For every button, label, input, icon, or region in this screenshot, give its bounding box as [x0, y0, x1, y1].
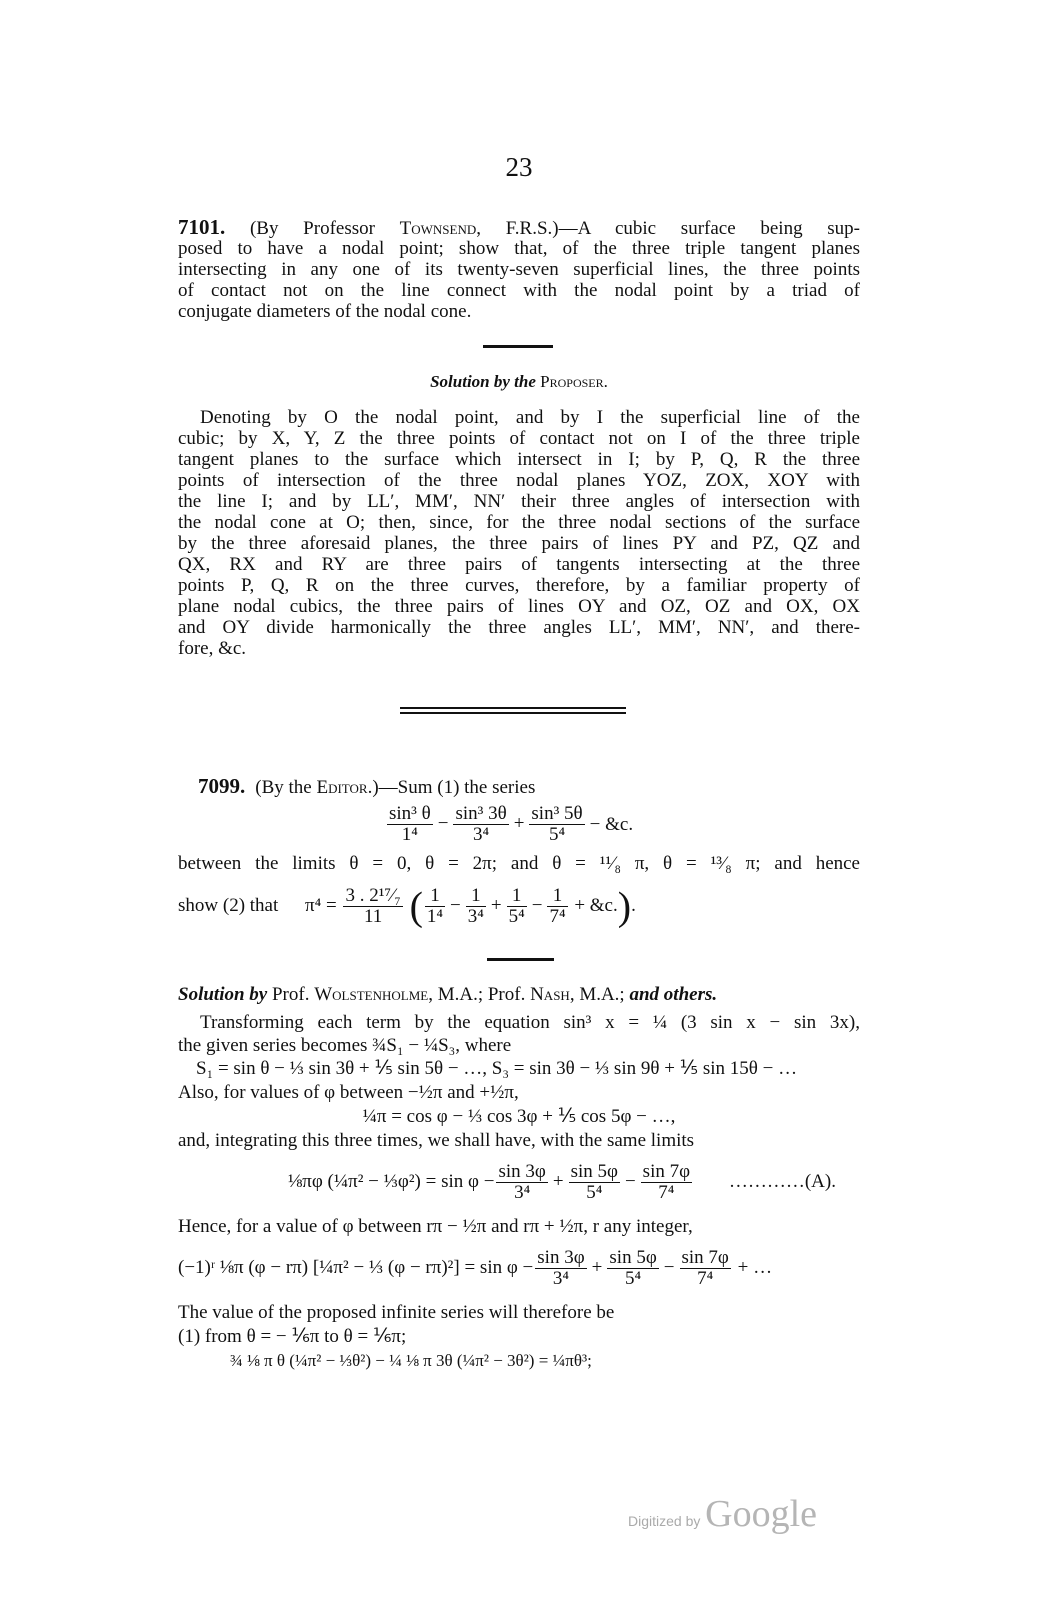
text: , M.A.; Prof. [428, 984, 531, 1005]
operator: + [513, 813, 525, 834]
text-line: points P, Q, R on the three curves, therefore, by a familiar property of [178, 575, 860, 596]
denominator: 3⁴ [467, 906, 484, 928]
text-line: S₁ = sin θ − ⅓ sin 3θ + ⅕ sin 5θ − …, S₃ = sin 3θ − ⅓ sin 9θ + ⅕ sin 15θ − … [196, 1058, 798, 1079]
text-line: the given series becomes ¾S₁ − ¼S₃, where [178, 1035, 512, 1056]
equation: ¾ ⅛ π θ (¼π² − ⅓θ²) − ¼ ⅛ π 3θ (¼π² − 3θ²) = ¼πθ³; [230, 1351, 592, 1370]
question-7099-first-line [178, 776, 860, 798]
text: + &c. [574, 895, 618, 916]
text-line: (1) from θ = − ⅙π to θ = ⅙π; [178, 1326, 407, 1347]
denominator: 7⁴ [697, 1268, 714, 1290]
numerator: 1 [507, 886, 527, 907]
text-line: intersecting in any one of its twenty-seven superficial lines, the three points [178, 259, 860, 280]
equation-B [178, 1244, 860, 1292]
lhs: ⅛πφ (¼π² − ⅓φ²) = sin φ − [288, 1171, 495, 1192]
others: and others. [629, 984, 718, 1005]
numerator: 1 [547, 886, 567, 907]
text-line: posed to have a nodal point; show that, of the three triple tangent planes [178, 238, 860, 259]
operator: + [490, 895, 502, 916]
fraction [535, 1248, 586, 1289]
editor: Editor [316, 777, 368, 798]
text: .)—Sum (1) the series [367, 777, 536, 798]
author: Nash [530, 984, 570, 1005]
text-line: of contact not on the line connect with the nodal point by a triad of [178, 280, 860, 301]
page-number: 23 [505, 152, 533, 182]
numerator: sin 3φ [537, 1247, 585, 1269]
text-line: and OY divide harmonically the three angles LL′, MM′, NN′, and there- [178, 617, 860, 638]
solution-heading [178, 371, 860, 392]
solution-author: Proposer. [540, 372, 608, 391]
double-divider-top [400, 707, 626, 709]
numerator: sin³ 3θ [455, 803, 507, 825]
fraction [680, 1248, 731, 1289]
text: Prof. [267, 984, 315, 1005]
numerator: sin 7φ [642, 1161, 691, 1183]
fraction [529, 804, 584, 845]
denominator: 3⁴ [514, 1182, 531, 1204]
text-line: the nodal cone at O; then, since, for the three nodal sections of the surface [178, 512, 860, 533]
denominator: 7⁴ [549, 906, 566, 928]
text-line: plane nodal cubics, the three pairs of lines OY and OZ, OZ and OX, OX [178, 596, 860, 617]
denominator: 5⁴ [508, 906, 525, 928]
fraction [343, 886, 402, 927]
operator: + [552, 1171, 564, 1192]
fraction [496, 1162, 547, 1203]
watermark [628, 1492, 817, 1536]
text-line: conjugate diameters of the nodal cone. [178, 301, 472, 322]
numerator: 1 [466, 886, 486, 907]
text: − &c. [589, 813, 634, 835]
text: (By Professor [249, 218, 400, 238]
text-line: Transforming each term by the equation sin³ x = ¼ (3 sin x − sin 3x), [200, 1012, 860, 1033]
question-7101-first-line [178, 217, 860, 238]
solution-label: Solution by [178, 984, 268, 1005]
paren-open: ( [409, 883, 423, 929]
text-line: QX, RX and RY are three pairs of tangents intersecting at the three [178, 554, 860, 575]
text-line: and, integrating this three times, we shall have, with the same limits [178, 1130, 695, 1151]
numerator: 1 [425, 886, 445, 907]
denominator: 1⁴ [401, 824, 418, 846]
text: show (2) that [178, 895, 279, 916]
fraction [547, 886, 567, 927]
operator: − [531, 895, 543, 916]
text: + … [737, 1257, 773, 1278]
fraction [507, 886, 527, 927]
fraction [425, 886, 445, 927]
rhs-terms [494, 1161, 694, 1204]
question-number: 7101. [178, 217, 226, 238]
text: , M.A.; [569, 984, 630, 1005]
numerator: sin³ 5θ [531, 803, 583, 825]
operator: − [450, 895, 461, 916]
numerator: sin³ θ [389, 803, 431, 825]
text: , F.R.S.)—A cubic surface being sup- [476, 218, 860, 238]
watermark-prefix: Digitized by [628, 1513, 701, 1529]
fraction [569, 1162, 620, 1203]
text-line: tangent planes to the surface which intersect in I; by P, Q, R the three [178, 449, 860, 470]
paren-close: ) [617, 883, 632, 929]
lhs: (−1)ʳ ⅛π (φ − rπ) [¼π² − ⅓ (φ − rπ)²] = sin φ − [178, 1257, 534, 1278]
text-line: Denoting by O the nodal point, and by I the superficial line of the [200, 407, 860, 428]
numerator: sin 3φ [498, 1161, 546, 1183]
equation-tag: …………(A). [728, 1171, 836, 1192]
denominator: 3⁴ [552, 1268, 570, 1290]
text-line: fore, &c. [178, 638, 247, 659]
solution-heading [178, 984, 860, 1005]
operator: − [437, 813, 449, 834]
denominator: 11 [363, 906, 383, 928]
author: Wolstenholme [314, 984, 429, 1005]
fraction [387, 804, 433, 845]
fraction [607, 1248, 658, 1289]
numerator: sin 5φ [609, 1247, 657, 1269]
numerator: 3 . 2¹⁷⁄₇ [345, 885, 401, 907]
fraction [453, 804, 508, 845]
denominator: 5⁴ [586, 1182, 603, 1204]
question-number: 7099. [198, 774, 246, 798]
operator: − [663, 1257, 675, 1278]
operator: + [591, 1257, 603, 1278]
denominator: 1⁴ [426, 906, 444, 928]
denominator: 5⁴ [625, 1268, 642, 1290]
text: (By the [255, 777, 317, 798]
text-line: Also, for values of φ between −½π and +½π, [178, 1082, 519, 1103]
google-logo: Google [705, 1493, 817, 1535]
text-line: by the three aforesaid planes, the three pairs of lines PY and PZ, QZ and [178, 533, 860, 554]
numerator: sin 7φ [681, 1247, 729, 1269]
divider [487, 958, 554, 961]
fraction [466, 886, 486, 927]
equation-A [288, 1158, 836, 1206]
fraction [641, 1162, 692, 1203]
series-expression [385, 800, 633, 848]
series-terms [423, 885, 570, 928]
numerator: sin 5φ [570, 1161, 618, 1183]
denominator: 3⁴ [473, 824, 490, 846]
show-line: show (2) that π⁴ = $\frac{\text{3 . 2¹⁷⁄₇}}{11}$ ( $\frac{1}{\text{1⁴}}$ − $\frac{1}{\text{3⁴}}$ + $\frac{1}{\text{5⁴}}$ − $\frac{1}{\text{7⁴}}$ + &c.). [178, 883, 636, 929]
text-line: points of intersection of the three nodal planes YOZ, ZOX, XOY with [178, 470, 860, 491]
solution-label: Solution by the [430, 372, 536, 391]
denominator: 5⁴ [548, 824, 566, 846]
double-divider-bottom [400, 712, 626, 714]
operator: − [624, 1171, 636, 1192]
equation: ¼π = cos φ − ⅓ cos 3φ + ⅕ cos 5φ − …, [362, 1106, 676, 1127]
text-line: the line I; and by LL′, MM′, NN′ their three angles of intersection with [178, 491, 860, 512]
text-line: cubic; by X, Y, Z the three points of contact not on I of the three triple [178, 428, 860, 449]
denominator: 7⁴ [658, 1182, 675, 1204]
author: Townsend [399, 218, 477, 238]
limits-line: between the limits θ = 0, θ = 2π; and θ = ¹¹⁄₈ π, θ = ¹³⁄₈ π; and hence [178, 853, 860, 874]
text-line: Hence, for a value of φ between rπ − ½π and rπ + ½π, r any integer, [178, 1216, 693, 1237]
text-line: The value of the proposed infinite series will therefore be [178, 1302, 615, 1323]
rhs-terms [533, 1247, 733, 1290]
divider [483, 345, 553, 348]
pi-fourth: π⁴ = [305, 895, 337, 916]
